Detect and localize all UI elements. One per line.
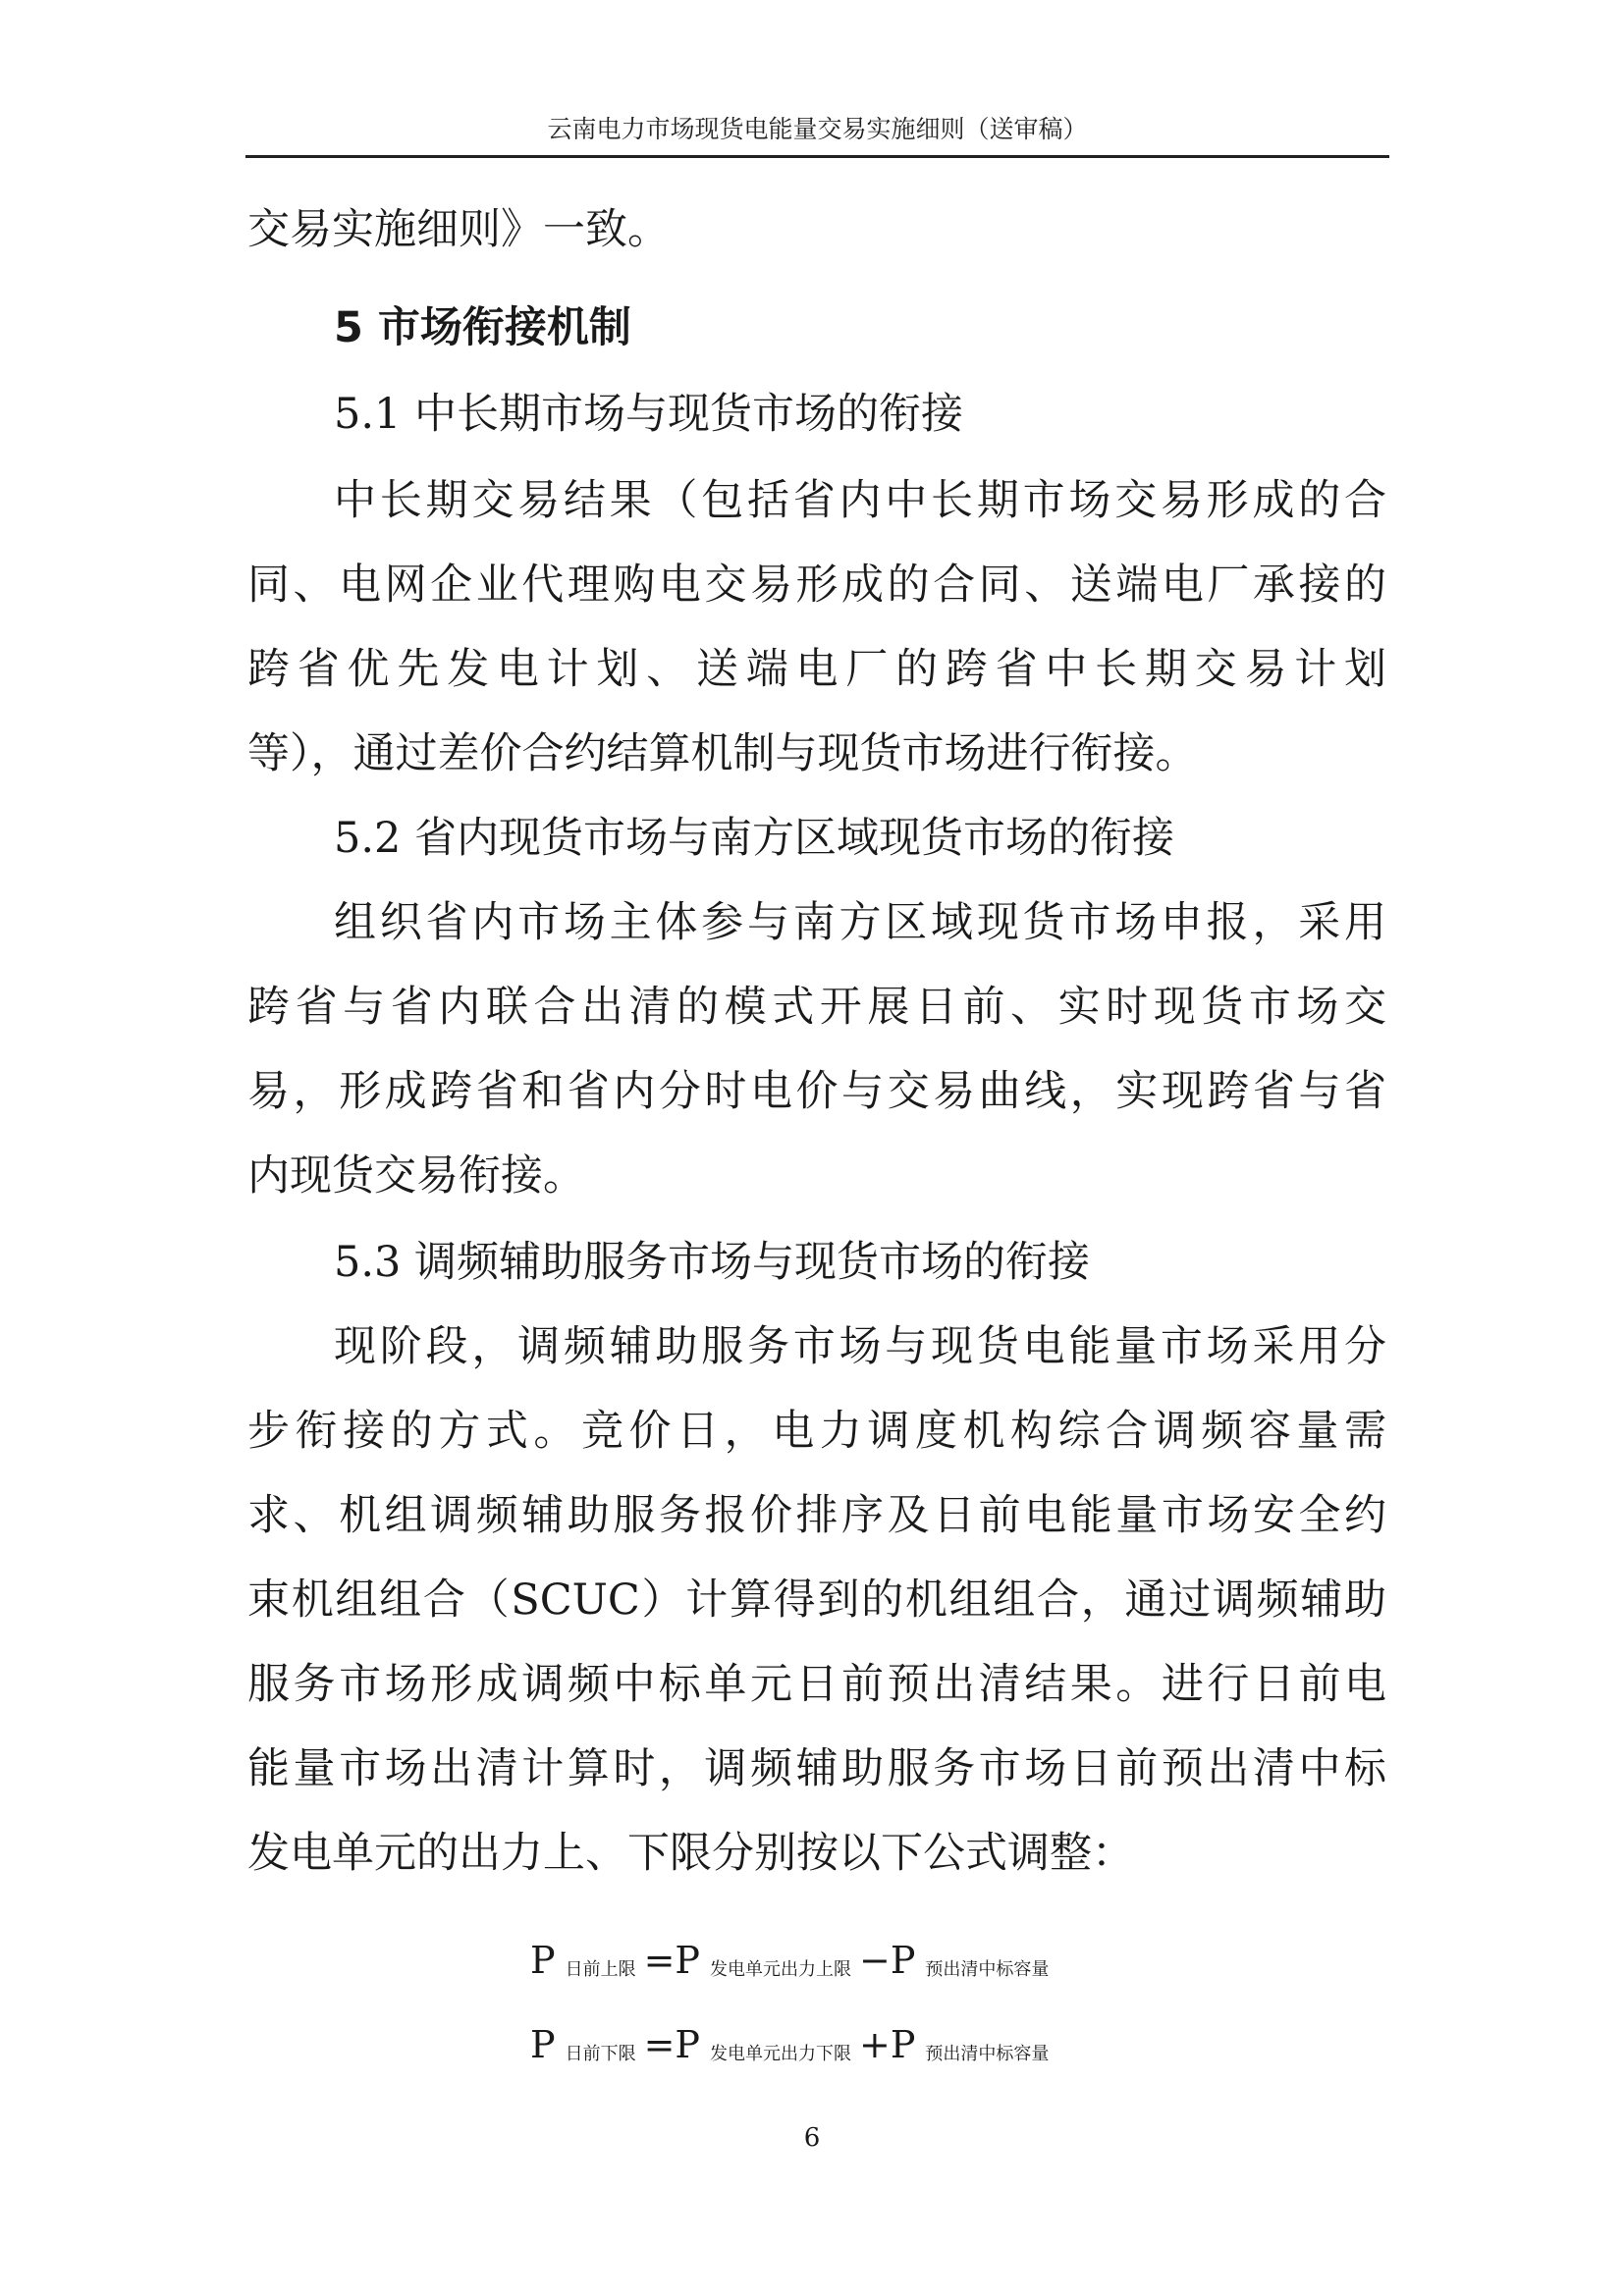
subsection-heading: 5.2 省内现货市场与南方区域现货市场的衔接: [334, 814, 1175, 863]
formula-operator: =P: [643, 1939, 700, 1982]
formula-subscript: 发电单元出力上限: [710, 1959, 851, 1980]
formula-subscript: 预出清中标容量: [925, 2044, 1050, 2064]
formula-subscript: 日前下限: [565, 2044, 636, 2064]
paragraph-line: 束机组组合（SCUC）计算得到的机组组合，通过调频辅助: [247, 1575, 1386, 1625]
formula-operator: =P: [643, 2023, 700, 2066]
formula-operator: +P: [859, 2023, 916, 2066]
paragraph-line: 求、机组调频辅助服务报价排序及日前电能量市场安全约: [247, 1491, 1386, 1540]
formula-lower-limit: [530, 2020, 1056, 2077]
paragraph-line: 能量市场出清计算时，调频辅助服务市场日前预出清中标: [247, 1744, 1386, 1793]
paragraph-line: 交易实施细则》一致。: [247, 205, 670, 254]
formula-subscript: 日前上限: [565, 1959, 636, 1980]
paragraph-line: 易，形成跨省和省内分时电价与交易曲线，实现跨省与省: [247, 1067, 1386, 1116]
page-header: 云南电力市场现货电能量交易实施细则（送审稿）: [245, 110, 1389, 158]
formula-symbol: P: [530, 1939, 556, 1982]
formula-subscript: 发电单元出力下限: [710, 2044, 851, 2064]
formula-symbol: P: [530, 2023, 556, 2066]
paragraph-line: 步衔接的方式。竞价日，电力调度机构综合调频容量需: [247, 1407, 1386, 1456]
paragraph-line: 跨省与省内联合出清的模式开展日前、实时现货市场交: [247, 983, 1386, 1032]
paragraph-line: 服务市场形成调频中标单元日前预出清结果。进行日前电: [247, 1660, 1386, 1709]
paragraph-line: 同、电网企业代理购电交易形成的合同、送端电厂承接的: [247, 561, 1386, 610]
paragraph-line: 跨省优先发电计划、送端电厂的跨省中长期交易计划: [247, 645, 1386, 694]
formula-upper-limit: [530, 1936, 1056, 1993]
paragraph-line: 等），通过差价合约结算机制与现货市场进行衔接。: [247, 729, 1198, 778]
page-number: 6: [803, 2123, 821, 2153]
formula-operator: −P: [859, 1939, 916, 1982]
paragraph-line: 内现货交易衔接。: [247, 1151, 585, 1201]
subsection-heading: 5.3 调频辅助服务市场与现货市场的衔接: [334, 1238, 1091, 1287]
section-heading: 5 市场衔接机制: [334, 303, 631, 352]
subsection-heading: 5.1 中长期市场与现货市场的衔接: [334, 390, 964, 439]
paragraph-line: 现阶段，调频辅助服务市场与现货电能量市场采用分: [334, 1322, 1386, 1371]
paragraph-line: 组织省内市场主体参与南方区域现货市场申报，采用: [334, 898, 1386, 947]
paragraph-line: 发电单元的出力上、下限分别按以下公式调整：: [247, 1829, 1134, 1878]
paragraph-line: 中长期交易结果（包括省内中长期市场交易形成的合: [334, 476, 1386, 525]
formula-subscript: 预出清中标容量: [925, 1959, 1050, 1980]
